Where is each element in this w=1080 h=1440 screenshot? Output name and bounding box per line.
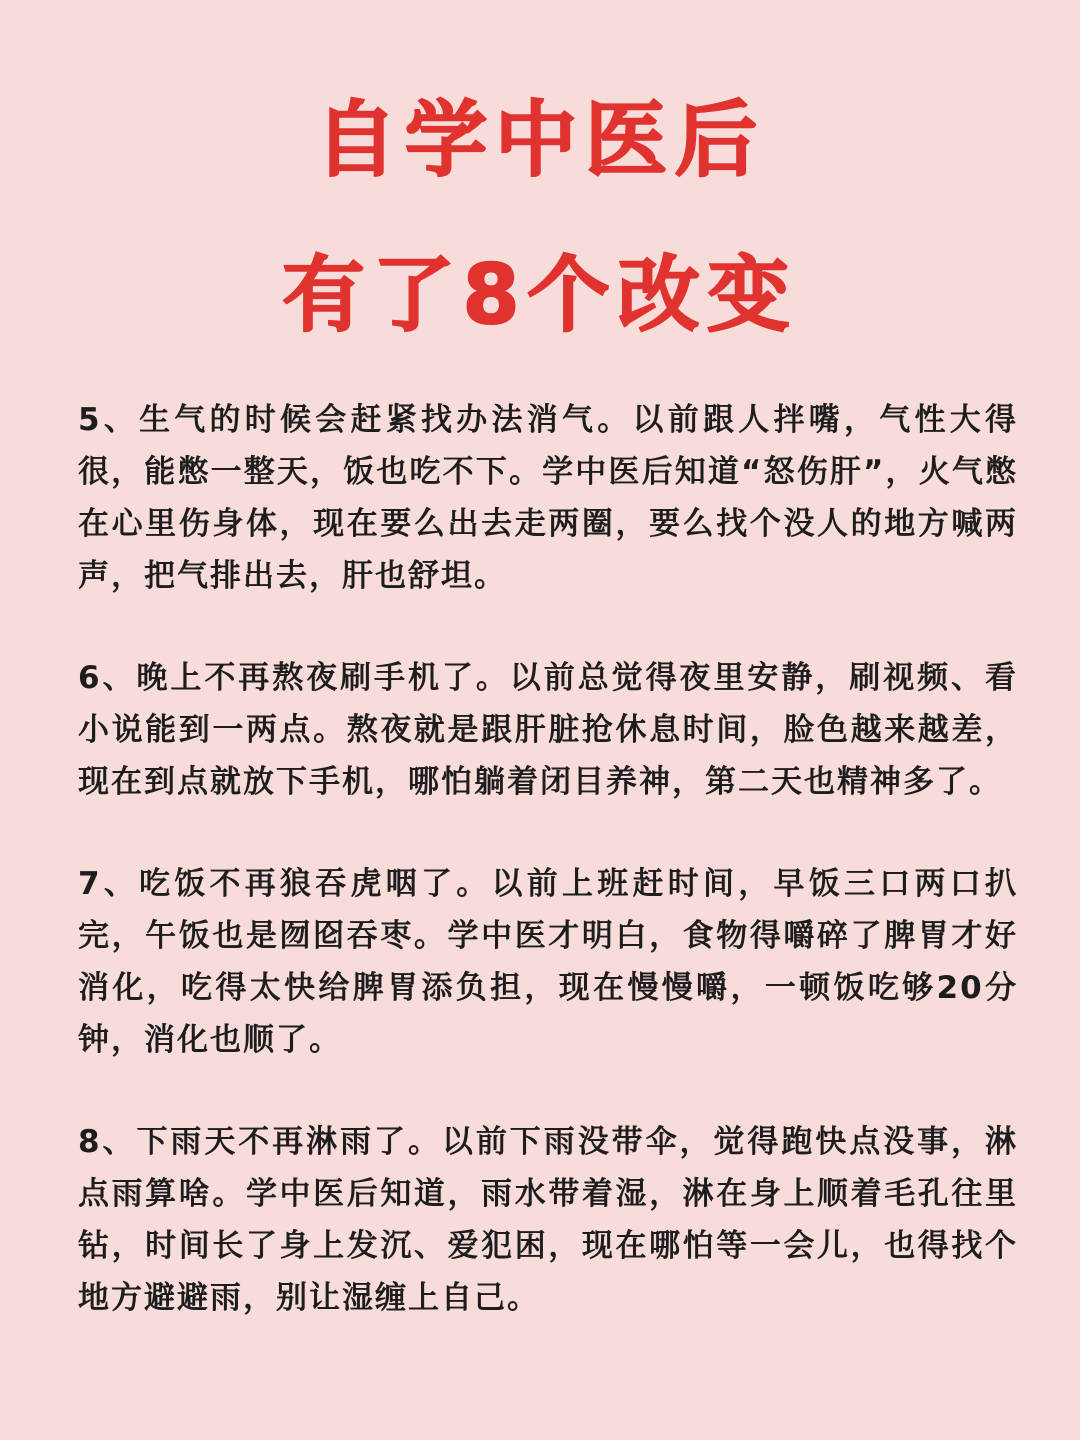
paragraph-5: 5、生气的时候会赶紧找办法消气。以前跟人拌嘴，气性大得很，能憋一整天，饭也吃不下。学中医后知道“怒伤肝”，火气憋在心里伤身体，现在要么出去走两圈，要么找个没人的地方喊两声，把气排出去，肝也舒坦。 [78, 402, 1018, 594]
title-line-1: 自学中医后 [314, 93, 765, 188]
paragraph-8: 8、下雨天不再淋雨了。以前下雨没带伞，觉得跑快点没事，淋点雨算啥。学中医后知道，雨水带着湿，淋在身上顺着毛孔往里钻，时间长了身上发沉、爱犯困，现在哪怕等一会儿，也得找个地方避避雨，别让湿缠上自己。 [78, 1124, 1018, 1316]
paragraph-6: 6、晚上不再熬夜刷手机了。以前总觉得夜里安静，刷视频、看小说能到一两点。熬夜就是跟肝脏抢休息时间，脸色越来越差，现在到点就放下手机，哪怕躺着闭目养神，第二天也精神多了。 [78, 660, 1018, 800]
article-body [78, 394, 1018, 1324]
paragraph-7: 7、吃饭不再狼吞虎咽了。以前上班赶时间，早饭三口两口扒完，午饭也是囫囵吞枣。学中医才明白，食物得嚼碎了脾胃才好消化，吃得太快给脾胃添负担，现在慢慢嚼，一顿饭吃够20分钟，消化也顺了。 [78, 866, 1018, 1058]
title-line-2: 有了8个改变 [282, 248, 798, 343]
